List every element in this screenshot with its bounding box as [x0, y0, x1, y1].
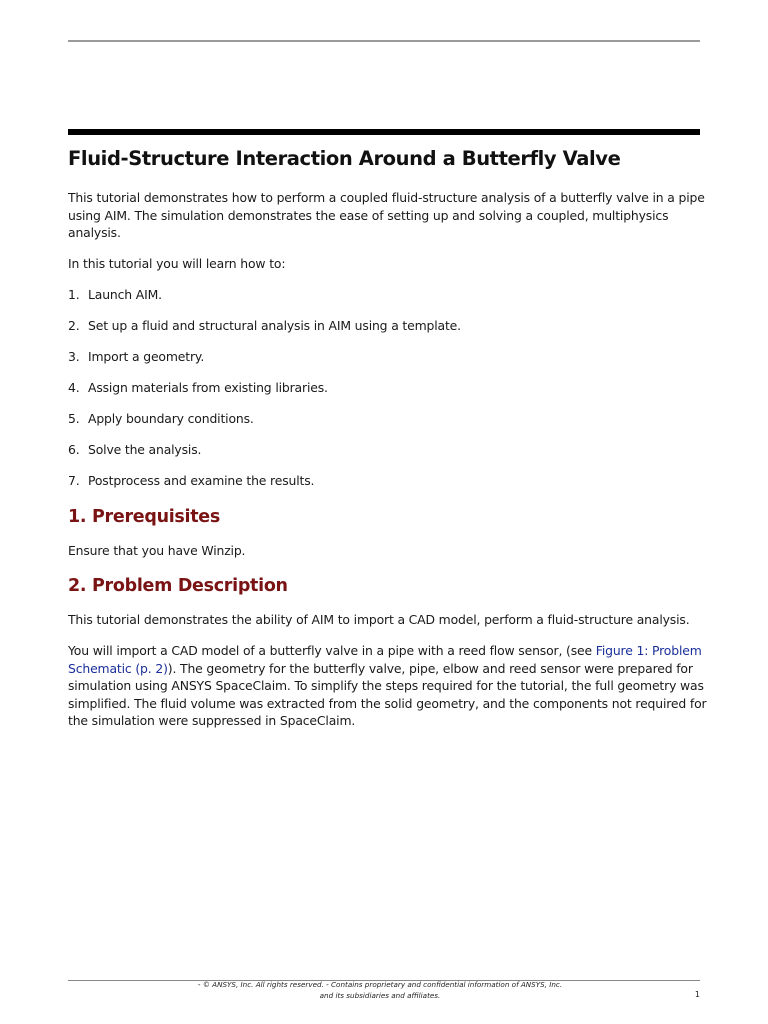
step-text: Set up a fluid and structural analysis in AIM using a template.: [88, 318, 461, 333]
problem-paragraph-2: [68, 642, 708, 730]
step-number: 4.: [68, 380, 80, 395]
title-rule: [68, 129, 700, 135]
step-number: 2.: [68, 318, 80, 333]
step-text: Launch AIM.: [88, 287, 162, 302]
step-text: Apply boundary conditions.: [88, 411, 254, 426]
page-number: 1: [694, 990, 700, 999]
prerequisites-text: Ensure that you have Winzip.: [68, 542, 246, 558]
problem-text-after-link: ). The geometry for the butterfly valve, pipe, elbow and reed sensor were prepared for simulation using ANSYS SpaceClaim. To simplify the steps required for the tutorial, the full geometry was simplified. The fluid volume was extracted from the solid geometry, and the components not required for the simulation were suppressed in SpaceClaim.: [68, 660, 707, 728]
step-number: 7.: [68, 473, 80, 488]
intro-paragraph: This tutorial demonstrates how to perform a coupled fluid-structure analysis of a butterfly valve in a pipe using AIM. The simulation demonstrates the ease of setting up and solving a coupled, multiphysics analysis.: [68, 190, 705, 240]
step-number: 6.: [68, 442, 80, 457]
step-text: Import a geometry.: [88, 349, 205, 364]
document-body: [68, 189, 708, 743]
learn-intro: In this tutorial you will learn how to:: [68, 256, 286, 271]
list-item: [68, 472, 708, 490]
footer-copyright: [160, 980, 600, 1001]
page-title: Fluid-Structure Interaction Around a Butterfly Valve: [68, 147, 621, 170]
figure-1-link[interactable]: Figure 1: Problem Schematic (p. 2): [68, 643, 702, 676]
list-item: [68, 410, 708, 428]
footer-line-2: and its subsidiaries and affiliates.: [319, 990, 441, 1000]
step-number: 3.: [68, 349, 80, 364]
list-item: [68, 286, 708, 304]
step-text: Assign materials from existing libraries.: [88, 380, 328, 395]
footer-line-1: - © ANSYS, Inc. All rights reserved. - Contains proprietary and confidential information of ANSYS, Inc.: [197, 980, 563, 989]
list-item: [68, 317, 708, 335]
steps-list: [68, 286, 708, 490]
step-text: Solve the analysis.: [88, 442, 202, 457]
list-item: [68, 348, 708, 366]
problem-paragraph-1: This tutorial demonstrates the ability of AIM to import a CAD model, perform a fluid-structure analysis.: [68, 612, 690, 627]
list-item: [68, 379, 708, 397]
problem-description-heading: 2. Problem Description: [68, 576, 288, 596]
list-item: [68, 441, 708, 459]
step-text: Postprocess and examine the results.: [88, 473, 315, 488]
step-number: 1.: [68, 287, 80, 302]
problem-text-before-link: You will import a CAD model of a butterfly valve in a pipe with a reed flow sensor, (see: [68, 643, 596, 658]
header-rule: [68, 40, 700, 42]
step-number: 5.: [68, 411, 80, 426]
prerequisites-heading: 1. Prerequisites: [68, 506, 220, 527]
